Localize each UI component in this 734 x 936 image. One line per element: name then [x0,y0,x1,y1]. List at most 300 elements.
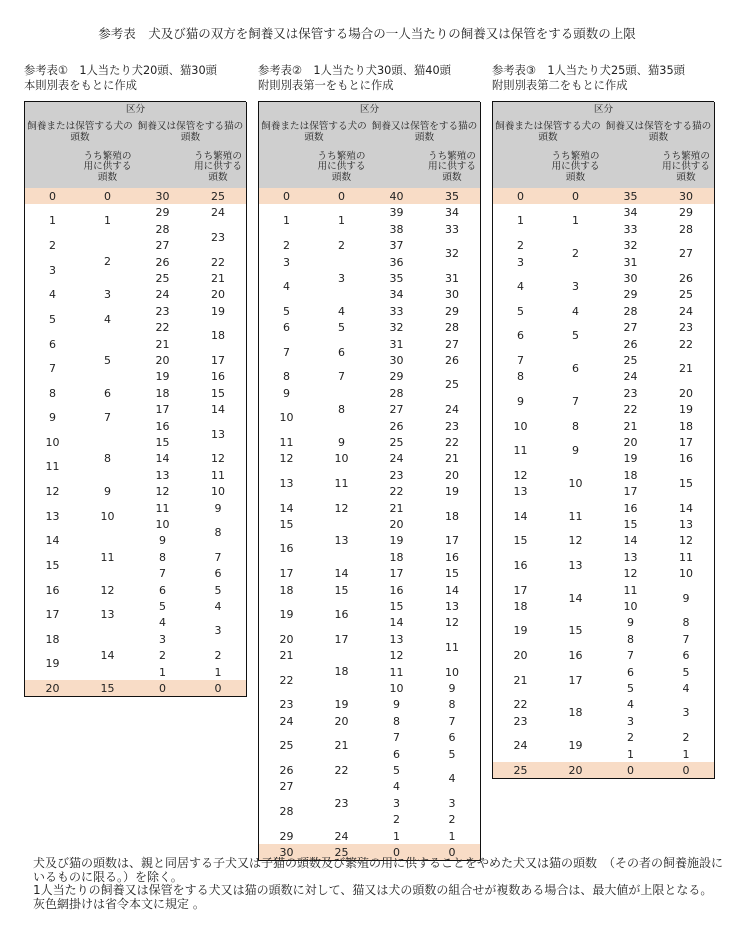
dog-count-cell: 14 [25,532,81,550]
cat-count-cell: 12 [135,483,191,501]
cat-count-cell: 6 [369,746,425,763]
dog-breeding-cell: 8 [548,418,604,435]
dog-breeding-cell: 10 [314,450,370,468]
cat-breeding-cell: 6 [190,565,247,583]
dog-breeding-cell: 14 [314,565,370,583]
cat-count-cell: 27 [135,237,191,255]
cat-count-cell: 20 [369,516,425,533]
dog-breeding-cell: 7 [548,385,604,419]
cat-count-cell: 32 [369,319,425,337]
dog-count-cell: 25 [493,762,549,779]
dog-count-cell: 9 [25,401,81,435]
dog-breeding-cell: 3 [80,286,136,304]
cat-breeding-cell: 21 [658,352,715,386]
cat-count-cell: 25 [603,352,659,369]
cat-count-cell: 11 [135,500,191,517]
dog-count-cell: 20 [259,631,315,648]
cat-breeding-cell: 29 [658,204,715,222]
cat-count-cell: 15 [135,434,191,451]
header-dog-count: 飼養または保管する犬の頭数 [25,118,136,148]
header-section: 区分 [493,102,715,119]
cat-breeding-cell: 28 [658,221,715,238]
dog-count-cell: 0 [259,188,315,205]
caption-line-2: 附則別表第一をもとに作成 [258,79,394,92]
dog-count-cell: 7 [259,336,315,369]
dog-breeding-cell: 1 [314,204,370,238]
page-title: 参考表 犬及び猫の双方を飼養又は保管する場合の一人当たりの飼養又は保管をする頭数の上限 [98,26,636,41]
cat-count-cell: 1 [135,664,191,681]
dog-breeding-cell: 3 [314,254,370,304]
cat-count-cell: 34 [603,204,659,222]
cat-breeding-cell: 14 [424,582,481,599]
cat-breeding-cell: 3 [190,614,247,648]
dog-count-cell: 2 [25,237,81,255]
cat-count-cell: 26 [603,336,659,353]
cat-breeding-cell: 2 [190,647,247,665]
dog-breeding-cell: 13 [314,516,370,566]
cat-breeding-cell: 15 [658,467,715,501]
cat-count-cell: 6 [135,582,191,599]
dog-breeding-cell: 4 [548,303,604,320]
cat-breeding-cell: 4 [190,598,247,615]
dog-breeding-cell: 7 [314,368,370,386]
dog-count-cell: 13 [259,467,315,501]
cat-breeding-cell: 8 [190,516,247,550]
cat-breeding-cell: 11 [190,467,247,484]
dog-count-cell: 16 [259,532,315,566]
cat-breeding-cell: 16 [190,368,247,386]
dog-breeding-cell: 3 [548,270,604,304]
cat-count-cell: 16 [603,500,659,517]
dog-count-cell: 4 [259,270,315,304]
cat-breeding-cell: 26 [658,270,715,287]
cat-count-cell: 21 [135,336,191,353]
cat-count-cell: 13 [369,631,425,648]
dog-count-cell: 16 [25,582,81,599]
dog-count-cell: 1 [493,204,549,238]
cat-breeding-cell: 20 [190,286,247,304]
dog-breeding-cell: 13 [548,549,604,583]
cat-breeding-cell: 34 [424,204,481,222]
dog-count-cell: 16 [493,549,549,583]
cat-count-cell: 5 [369,762,425,779]
cat-breeding-cell: 30 [658,188,715,205]
table-2 [258,101,480,861]
dog-count-cell: 12 [259,450,315,468]
cat-count-cell: 22 [369,483,425,501]
cat-breeding-cell: 9 [658,582,715,615]
dog-count-cell: 13 [493,483,549,501]
cat-count-cell: 31 [603,254,659,271]
cat-breeding-cell: 24 [424,401,481,419]
cat-breeding-cell: 5 [424,746,481,763]
dog-count-cell: 2 [493,237,549,255]
header-section: 区分 [259,102,481,119]
cat-count-cell: 29 [369,368,425,386]
cat-breeding-cell: 25 [424,368,481,402]
dog-count-cell: 23 [493,713,549,730]
cat-breeding-cell: 7 [424,713,481,730]
cat-count-cell: 19 [369,532,425,550]
header-blank [493,147,549,189]
caption-line-1: 参考表③ 1人当たり犬25頭、猫35頭 [492,64,685,77]
header-dog-count: 飼養または保管する犬の頭数 [259,118,370,148]
dog-count-cell: 14 [259,500,315,517]
dog-breeding-cell: 2 [548,237,604,271]
cat-count-cell: 10 [603,598,659,615]
cat-breeding-cell: 17 [190,352,247,369]
dog-count-cell: 8 [493,368,549,386]
dog-breeding-cell: 9 [80,483,136,501]
cat-count-cell: 30 [135,188,191,205]
dog-count-cell: 26 [259,762,315,779]
dog-breeding-cell: 16 [548,647,604,665]
dog-count-cell: 30 [259,844,315,861]
dog-count-cell: 4 [25,286,81,304]
dog-count-cell: 19 [259,598,315,632]
cat-count-cell: 13 [135,467,191,484]
cat-breeding-cell: 18 [190,319,247,353]
dog-breeding-cell: 11 [314,467,370,501]
header-blank [603,147,659,189]
dog-count-cell: 11 [25,450,81,484]
cat-breeding-cell: 16 [658,450,715,468]
cat-breeding-cell: 1 [658,746,715,763]
dog-count-cell: 5 [259,303,315,320]
dog-count-cell: 17 [25,598,81,632]
cat-breeding-cell: 9 [424,680,481,697]
cat-count-cell: 0 [135,680,191,697]
dog-count-cell: 10 [259,401,315,435]
dog-count-cell: 17 [493,582,549,599]
cat-count-cell: 3 [135,631,191,648]
cat-breeding-cell: 11 [658,549,715,566]
cat-count-cell: 20 [603,434,659,451]
dog-count-cell: 6 [493,319,549,353]
cat-count-cell: 39 [369,204,425,222]
cat-count-cell: 1 [603,746,659,763]
cat-breeding-cell: 27 [658,237,715,271]
cat-breeding-cell: 0 [190,680,247,697]
dog-breeding-cell: 17 [314,631,370,648]
dog-count-cell: 0 [493,188,549,205]
cat-breeding-cell: 24 [190,204,247,222]
dog-breeding-cell: 0 [548,188,604,205]
cat-count-cell: 9 [603,614,659,632]
dog-count-cell: 25 [259,729,315,763]
cat-breeding-cell: 12 [190,450,247,468]
cat-count-cell: 3 [603,713,659,730]
cat-breeding-cell: 10 [424,664,481,681]
dog-count-cell: 6 [25,336,81,353]
cat-count-cell: 7 [369,729,425,747]
table-3-caption [492,63,685,93]
cat-count-cell: 8 [369,713,425,730]
dog-count-cell: 8 [25,385,81,402]
cat-count-cell: 23 [603,385,659,402]
cat-breeding-cell: 20 [424,467,481,484]
dog-count-cell: 1 [25,204,81,238]
dog-count-cell: 0 [25,188,81,205]
dog-count-cell: 12 [25,483,81,501]
cat-count-cell: 30 [603,270,659,287]
dog-breeding-cell: 18 [314,647,370,697]
header-cat-count: 飼養又は保管をする猫の頭数 [135,118,247,148]
dog-breeding-cell: 4 [314,303,370,320]
dog-count-cell: 23 [259,696,315,714]
dog-count-cell: 24 [493,729,549,763]
cat-breeding-cell: 10 [190,483,247,501]
cat-count-cell: 17 [135,401,191,419]
caption-line-1: 参考表② 1人当たり犬30頭、猫40頭 [258,64,451,77]
dog-count-cell: 8 [259,368,315,386]
cat-count-cell: 18 [135,385,191,402]
cat-breeding-cell: 21 [190,270,247,287]
cat-count-cell: 33 [369,303,425,320]
cat-breeding-cell: 18 [658,418,715,435]
dog-count-cell: 21 [493,664,549,697]
cat-count-cell: 26 [369,418,425,435]
dog-count-cell: 21 [259,647,315,665]
cat-count-cell: 16 [135,418,191,435]
cat-count-cell: 28 [369,385,425,402]
cat-breeding-cell: 1 [424,828,481,845]
cat-count-cell: 16 [369,582,425,599]
caption-line-1: 参考表① 1人当たり犬20頭、猫30頭 [24,64,217,77]
dog-count-cell: 6 [259,319,315,337]
cat-count-cell: 34 [369,286,425,304]
cat-breeding-cell: 5 [658,664,715,681]
cat-count-cell: 40 [369,188,425,205]
cat-count-cell: 11 [603,582,659,599]
cat-breeding-cell: 25 [190,188,247,205]
note-2: 1人当たりの飼養又は保管をする犬又は猫の頭数に対して、猫又は犬の頭数の組合せが複数ある場合は、最大値が上限となる。灰色網掛けは省令本文に規定 。 [33,883,713,911]
dog-count-cell: 19 [493,614,549,648]
cat-count-cell: 20 [135,352,191,369]
cat-breeding-cell: 35 [424,188,481,205]
dog-count-cell: 5 [493,303,549,320]
header-dog-count: 飼養または保管する犬の頭数 [493,118,604,148]
cat-count-cell: 19 [135,368,191,386]
cat-breeding-cell: 25 [658,286,715,304]
cat-count-cell: 35 [603,188,659,205]
dog-breeding-cell: 5 [548,319,604,353]
cat-count-cell: 2 [135,647,191,665]
cat-breeding-cell: 13 [424,598,481,615]
dog-breeding-cell: 7 [80,401,136,435]
cat-count-cell: 22 [135,319,191,337]
cat-count-cell: 3 [369,795,425,812]
cat-breeding-cell: 16 [424,549,481,566]
dog-breeding-cell: 12 [314,500,370,517]
cat-count-cell: 12 [369,647,425,665]
dog-count-cell: 3 [25,254,81,287]
dog-breeding-cell: 15 [548,614,604,648]
cat-count-cell: 24 [369,450,425,468]
dog-breeding-cell: 20 [548,762,604,779]
cat-breeding-cell: 4 [658,680,715,697]
cat-breeding-cell: 10 [658,565,715,583]
cat-breeding-cell: 24 [658,303,715,320]
cat-count-cell: 2 [369,811,425,829]
header-blank [135,147,191,189]
cat-breeding-cell: 23 [658,319,715,337]
dog-breeding-cell: 14 [80,631,136,681]
table-1-caption [24,63,217,93]
dog-breeding-cell: 6 [314,336,370,369]
dog-count-cell: 3 [259,254,315,271]
cat-count-cell: 17 [603,483,659,501]
table-2-caption [258,63,451,93]
dog-count-cell: 27 [259,778,315,796]
cat-breeding-cell: 22 [424,434,481,451]
dog-breeding-cell: 6 [80,385,136,402]
dog-count-cell: 2 [259,237,315,255]
cat-count-cell: 21 [603,418,659,435]
cat-count-cell: 19 [603,450,659,468]
dog-breeding-cell: 0 [314,188,370,205]
cat-count-cell: 22 [603,401,659,419]
dog-count-cell: 9 [493,385,549,419]
cat-count-cell: 13 [603,549,659,566]
cat-breeding-cell: 33 [424,221,481,238]
cat-breeding-cell: 15 [190,385,247,402]
dog-count-cell: 11 [493,434,549,468]
dog-breeding-cell: 10 [548,467,604,501]
cat-breeding-cell: 7 [658,631,715,648]
cat-breeding-cell: 17 [658,434,715,451]
table-3 [492,101,714,779]
cat-count-cell: 9 [135,532,191,550]
cat-breeding-cell: 18 [424,500,481,533]
cat-count-cell: 21 [369,500,425,517]
dog-breeding-cell: 19 [548,729,604,763]
cat-breeding-cell: 30 [424,286,481,304]
cat-breeding-cell: 17 [424,532,481,550]
cat-breeding-cell: 21 [424,450,481,468]
dog-breeding-cell: 8 [314,385,370,435]
cat-count-cell: 4 [369,778,425,796]
cat-breeding-cell: 22 [190,254,247,271]
cat-count-cell: 5 [135,598,191,615]
cat-count-cell: 29 [135,204,191,222]
cat-count-cell: 7 [135,565,191,583]
cat-breeding-cell: 1 [190,664,247,681]
dog-count-cell: 20 [25,680,81,697]
cat-count-cell: 4 [603,696,659,714]
dog-count-cell: 22 [493,696,549,714]
dog-breeding-cell: 17 [548,664,604,697]
cat-count-cell: 9 [369,696,425,714]
header-blank [25,147,81,189]
dog-breeding-cell: 15 [314,582,370,599]
dog-breeding-cell: 11 [548,500,604,533]
dog-count-cell: 15 [259,516,315,533]
header-dog-breeding: うち繁殖の用に供する頭数 [80,147,136,189]
cat-count-cell: 15 [603,516,659,533]
cat-count-cell: 23 [369,467,425,484]
dog-breeding-cell: 21 [314,729,370,763]
cat-breeding-cell: 8 [658,614,715,632]
cat-count-cell: 6 [603,664,659,681]
dog-count-cell: 18 [25,631,81,648]
dog-breeding-cell: 2 [80,237,136,287]
cat-count-cell: 24 [603,368,659,386]
cat-breeding-cell: 8 [424,696,481,714]
dog-breeding-cell: 9 [548,434,604,468]
dog-count-cell: 10 [493,418,549,435]
dog-breeding-cell: 19 [314,696,370,714]
dog-count-cell: 14 [493,500,549,533]
cat-breeding-cell: 13 [190,418,247,451]
header-cat-breeding: うち繁殖の用に供する頭数 [424,147,481,189]
cat-breeding-cell: 12 [424,614,481,632]
dog-breeding-cell: 4 [80,303,136,337]
cat-breeding-cell: 26 [424,352,481,369]
dog-breeding-cell: 25 [314,844,370,861]
cat-count-cell: 17 [369,565,425,583]
cat-breeding-cell: 2 [424,811,481,829]
dog-breeding-cell: 24 [314,828,370,845]
dog-breeding-cell: 1 [80,204,136,238]
dog-breeding-cell: 2 [314,237,370,255]
dog-breeding-cell: 10 [80,500,136,533]
cat-count-cell: 23 [135,303,191,320]
dog-count-cell: 24 [259,713,315,730]
dog-breeding-cell: 16 [314,598,370,632]
dog-count-cell: 18 [259,582,315,599]
dog-count-cell: 28 [259,795,315,829]
cat-count-cell: 37 [369,237,425,255]
cat-breeding-cell: 27 [424,336,481,353]
header-cat-count: 飼養又は保管をする猫の頭数 [603,118,715,148]
dog-count-cell: 13 [25,500,81,533]
caption-line-2: 附則別表第二をもとに作成 [492,79,628,92]
cat-breeding-cell: 19 [658,401,715,419]
dog-count-cell: 15 [493,532,549,550]
cat-count-cell: 0 [369,844,425,861]
cat-count-cell: 25 [369,434,425,451]
dog-breeding-cell: 5 [314,319,370,337]
cat-count-cell: 28 [135,221,191,238]
cat-count-cell: 29 [603,286,659,304]
cat-breeding-cell: 9 [190,500,247,517]
cat-breeding-cell: 31 [424,270,481,287]
dog-count-cell: 15 [25,549,81,583]
cat-breeding-cell: 0 [424,844,481,861]
cat-breeding-cell: 32 [424,237,481,271]
dog-breeding-cell: 9 [314,434,370,451]
cat-count-cell: 27 [603,319,659,337]
header-cat-breeding: うち繁殖の用に供する頭数 [658,147,715,189]
cat-breeding-cell: 6 [424,729,481,747]
cat-count-cell: 11 [369,664,425,681]
dog-breeding-cell: 0 [80,188,136,205]
cat-breeding-cell: 7 [190,549,247,566]
cat-breeding-cell: 3 [424,795,481,812]
cat-count-cell: 5 [603,680,659,697]
cat-breeding-cell: 19 [190,303,247,320]
cat-count-cell: 14 [603,532,659,550]
dog-count-cell: 10 [25,434,81,451]
header-dog-breeding: うち繁殖の用に供する頭数 [314,147,370,189]
cat-count-cell: 26 [135,254,191,271]
header-section: 区分 [25,102,247,119]
dog-breeding-cell: 5 [80,336,136,386]
cat-count-cell: 27 [369,401,425,419]
cat-breeding-cell: 0 [658,762,715,779]
cat-breeding-cell: 13 [658,516,715,533]
